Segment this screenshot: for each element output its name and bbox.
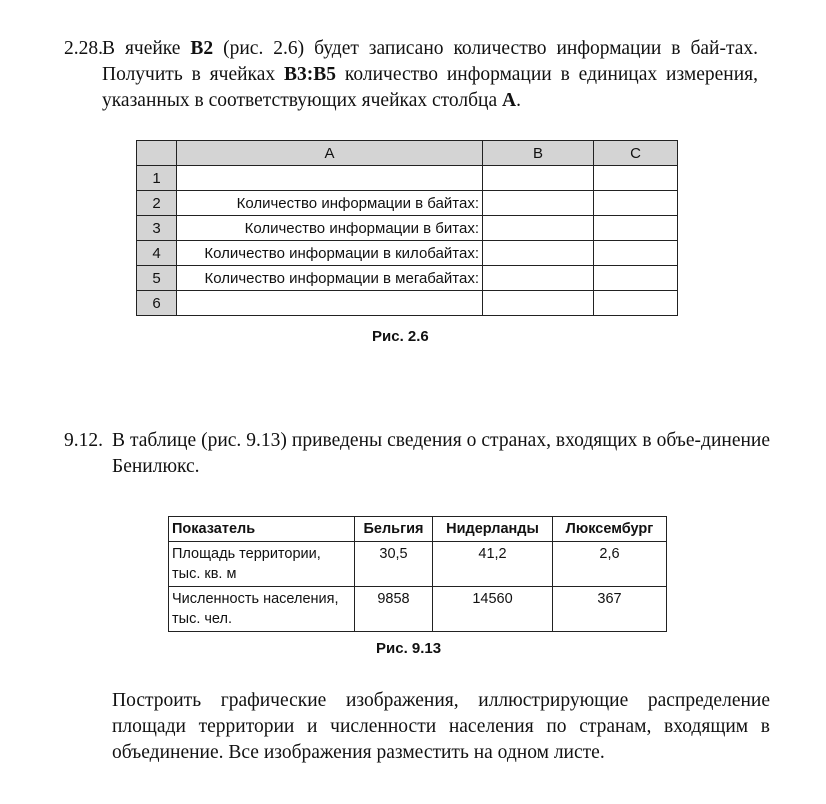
sheet-row [137, 166, 678, 191]
cell-c5 [594, 266, 678, 291]
cell-c4 [594, 241, 678, 266]
cell-range: B3:B5 [284, 64, 337, 85]
cell-c2 [594, 191, 678, 216]
column-header: Бельгия [355, 517, 433, 542]
cell-a5: Количество информации в мегабайтах: [177, 266, 483, 291]
table-row [169, 542, 667, 587]
cell-a3: Количество информации в битах: [177, 216, 483, 241]
cell-c6 [594, 291, 678, 316]
table-row [169, 587, 667, 632]
cell-b3 [483, 216, 594, 241]
column-ref: A [502, 90, 517, 111]
sheet-row [137, 241, 678, 266]
column-header-row [137, 141, 678, 166]
sheet-row [137, 216, 678, 241]
value-cell: 41,2 [433, 542, 553, 587]
problem-number: 2.28. [64, 38, 103, 59]
table-header-row [169, 517, 667, 542]
cell-b2 [483, 191, 594, 216]
row-number: 2 [137, 191, 177, 216]
cell-a1 [177, 166, 483, 191]
cell-ref: B2 [190, 38, 214, 59]
column-header: C [594, 141, 678, 166]
value-cell: 9858 [355, 587, 433, 632]
benelux-table [168, 516, 667, 632]
cell-b6 [483, 291, 594, 316]
cell-a6 [177, 291, 483, 316]
column-header: Показатель [169, 517, 355, 542]
row-number: 6 [137, 291, 177, 316]
row-number: 1 [137, 166, 177, 191]
sheet-row [137, 291, 678, 316]
sheet-row [137, 266, 678, 291]
cell-c1 [594, 166, 678, 191]
row-number: 4 [137, 241, 177, 266]
corner-cell [137, 141, 177, 166]
value-cell: 2,6 [553, 542, 667, 587]
sheet-row [137, 191, 678, 216]
column-header: Люксембург [553, 517, 667, 542]
figure-caption: Рис. 2.6 [372, 328, 429, 345]
cell-b5 [483, 266, 594, 291]
row-number: 5 [137, 266, 177, 291]
cell-c3 [594, 216, 678, 241]
column-header: A [177, 141, 483, 166]
task-text: Построить графические изображения, иллюстрирующие распределение площади территории и численности населения по странам, входящим в объединение. Все изображения разместить на одном листе. [112, 690, 770, 763]
problem-text: В ячейке B2 (рис. 2.6) будет записано количество информации в бай-тах. Получить в ячейках B3:B5 количество информации в единицах измерения, указанных в соответствующих ячейках столбца A. [102, 38, 759, 111]
figure-caption: Рис. 9.13 [376, 640, 442, 657]
indicator-cell: Площадь территории, тыс. кв. м [169, 542, 355, 587]
value-cell: 30,5 [355, 542, 433, 587]
column-header: Нидерланды [433, 517, 553, 542]
cell-b1 [483, 166, 594, 191]
value-cell: 367 [553, 587, 667, 632]
cell-a4: Количество информации в килобайтах: [177, 241, 483, 266]
row-number: 3 [137, 216, 177, 241]
problem-text: В таблице (рис. 9.13) приведены сведения о странах, входящих в объе-динение Бенилюкс. [112, 430, 770, 477]
problem-number: 9.12. [64, 430, 103, 451]
value-cell: 14560 [433, 587, 553, 632]
column-header: B [483, 141, 594, 166]
spreadsheet-figure [136, 140, 678, 316]
cell-a2: Количество информации в байтах: [177, 191, 483, 216]
indicator-cell: Численность населения, тыс. чел. [169, 587, 355, 632]
cell-b4 [483, 241, 594, 266]
